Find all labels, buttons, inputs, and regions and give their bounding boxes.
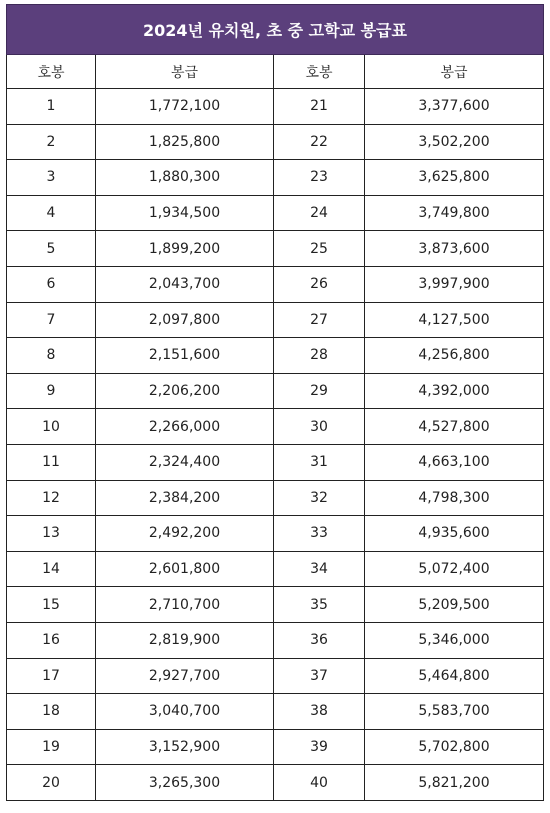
table-row (7, 551, 544, 587)
cell-grade-left: 7 (7, 302, 96, 338)
cell-grade-right: 24 (274, 195, 365, 231)
table-row (7, 587, 544, 623)
cell-pay-right: 5,072,400 (365, 551, 544, 587)
cell-grade-right: 34 (274, 551, 365, 587)
table-row (7, 480, 544, 516)
cell-grade-right: 30 (274, 409, 365, 445)
header-grade-left: 호봉 (7, 55, 96, 89)
cell-pay-right: 4,935,600 (365, 516, 544, 552)
cell-grade-right: 23 (274, 160, 365, 196)
cell-pay-right: 5,346,000 (365, 622, 544, 658)
cell-pay-left: 2,206,200 (96, 373, 274, 409)
table-row (7, 89, 544, 125)
cell-pay-right: 3,873,600 (365, 231, 544, 267)
table-row (7, 729, 544, 765)
cell-pay-right: 4,798,300 (365, 480, 544, 516)
table-row (7, 338, 544, 374)
cell-pay-right: 3,997,900 (365, 266, 544, 302)
cell-grade-left: 10 (7, 409, 96, 445)
cell-grade-right: 29 (274, 373, 365, 409)
table-row (7, 694, 544, 730)
cell-grade-right: 35 (274, 587, 365, 623)
cell-grade-right: 31 (274, 444, 365, 480)
table-row (7, 409, 544, 445)
title-row (7, 5, 544, 55)
cell-pay-left: 2,927,700 (96, 658, 274, 694)
cell-grade-left: 4 (7, 195, 96, 231)
cell-grade-left: 15 (7, 587, 96, 623)
cell-grade-left: 1 (7, 89, 96, 125)
cell-grade-right: 33 (274, 516, 365, 552)
cell-grade-right: 22 (274, 124, 365, 160)
table-row (7, 160, 544, 196)
cell-grade-left: 14 (7, 551, 96, 587)
cell-pay-left: 2,097,800 (96, 302, 274, 338)
cell-grade-left: 5 (7, 231, 96, 267)
cell-grade-left: 19 (7, 729, 96, 765)
cell-pay-left: 1,825,800 (96, 124, 274, 160)
cell-pay-left: 2,710,700 (96, 587, 274, 623)
table-row (7, 622, 544, 658)
cell-pay-right: 4,127,500 (365, 302, 544, 338)
cell-pay-right: 3,377,600 (365, 89, 544, 125)
table-row (7, 195, 544, 231)
cell-grade-left: 2 (7, 124, 96, 160)
cell-pay-left: 2,819,900 (96, 622, 274, 658)
cell-grade-left: 13 (7, 516, 96, 552)
cell-pay-left: 1,899,200 (96, 231, 274, 267)
cell-grade-right: 21 (274, 89, 365, 125)
cell-grade-left: 3 (7, 160, 96, 196)
cell-grade-left: 17 (7, 658, 96, 694)
cell-pay-left: 3,040,700 (96, 694, 274, 730)
cell-pay-right: 5,821,200 (365, 765, 544, 801)
table-row (7, 658, 544, 694)
table-row (7, 516, 544, 552)
cell-pay-right: 3,625,800 (365, 160, 544, 196)
cell-grade-right: 25 (274, 231, 365, 267)
cell-pay-left: 2,043,700 (96, 266, 274, 302)
cell-pay-right: 3,502,200 (365, 124, 544, 160)
table-row (7, 124, 544, 160)
cell-pay-left: 2,492,200 (96, 516, 274, 552)
cell-grade-right: 39 (274, 729, 365, 765)
cell-pay-right: 5,583,700 (365, 694, 544, 730)
cell-pay-right: 4,527,800 (365, 409, 544, 445)
cell-pay-left: 2,266,000 (96, 409, 274, 445)
cell-grade-right: 40 (274, 765, 365, 801)
cell-grade-left: 9 (7, 373, 96, 409)
table-row (7, 373, 544, 409)
cell-grade-right: 36 (274, 622, 365, 658)
cell-pay-left: 1,772,100 (96, 89, 274, 125)
salary-table-container (6, 4, 543, 801)
cell-pay-left: 3,265,300 (96, 765, 274, 801)
cell-pay-right: 5,464,800 (365, 658, 544, 694)
cell-pay-right: 4,663,100 (365, 444, 544, 480)
cell-grade-right: 28 (274, 338, 365, 374)
cell-pay-left: 1,934,500 (96, 195, 274, 231)
table-row (7, 266, 544, 302)
cell-pay-left: 2,601,800 (96, 551, 274, 587)
cell-grade-right: 38 (274, 694, 365, 730)
table-row (7, 765, 544, 801)
table-row (7, 231, 544, 267)
cell-pay-left: 1,880,300 (96, 160, 274, 196)
cell-grade-left: 16 (7, 622, 96, 658)
cell-pay-left: 2,151,600 (96, 338, 274, 374)
cell-pay-right: 4,256,800 (365, 338, 544, 374)
cell-pay-right: 4,392,000 (365, 373, 544, 409)
table-row (7, 302, 544, 338)
table-title: 2024년 유치원, 초 중 고학교 봉급표 (7, 5, 544, 55)
header-pay-right: 봉급 (365, 55, 544, 89)
cell-grade-right: 37 (274, 658, 365, 694)
header-grade-right: 호봉 (274, 55, 365, 89)
cell-grade-left: 11 (7, 444, 96, 480)
cell-pay-left: 2,384,200 (96, 480, 274, 516)
cell-pay-right: 5,702,800 (365, 729, 544, 765)
cell-pay-right: 5,209,500 (365, 587, 544, 623)
cell-grade-right: 32 (274, 480, 365, 516)
header-row (7, 55, 544, 89)
cell-grade-left: 8 (7, 338, 96, 374)
cell-pay-left: 2,324,400 (96, 444, 274, 480)
cell-grade-left: 20 (7, 765, 96, 801)
table-row (7, 444, 544, 480)
cell-pay-left: 3,152,900 (96, 729, 274, 765)
header-pay-left: 봉급 (96, 55, 274, 89)
cell-grade-right: 27 (274, 302, 365, 338)
cell-grade-right: 26 (274, 266, 365, 302)
cell-grade-left: 12 (7, 480, 96, 516)
cell-pay-right: 3,749,800 (365, 195, 544, 231)
cell-grade-left: 18 (7, 694, 96, 730)
salary-table (6, 4, 544, 801)
cell-grade-left: 6 (7, 266, 96, 302)
